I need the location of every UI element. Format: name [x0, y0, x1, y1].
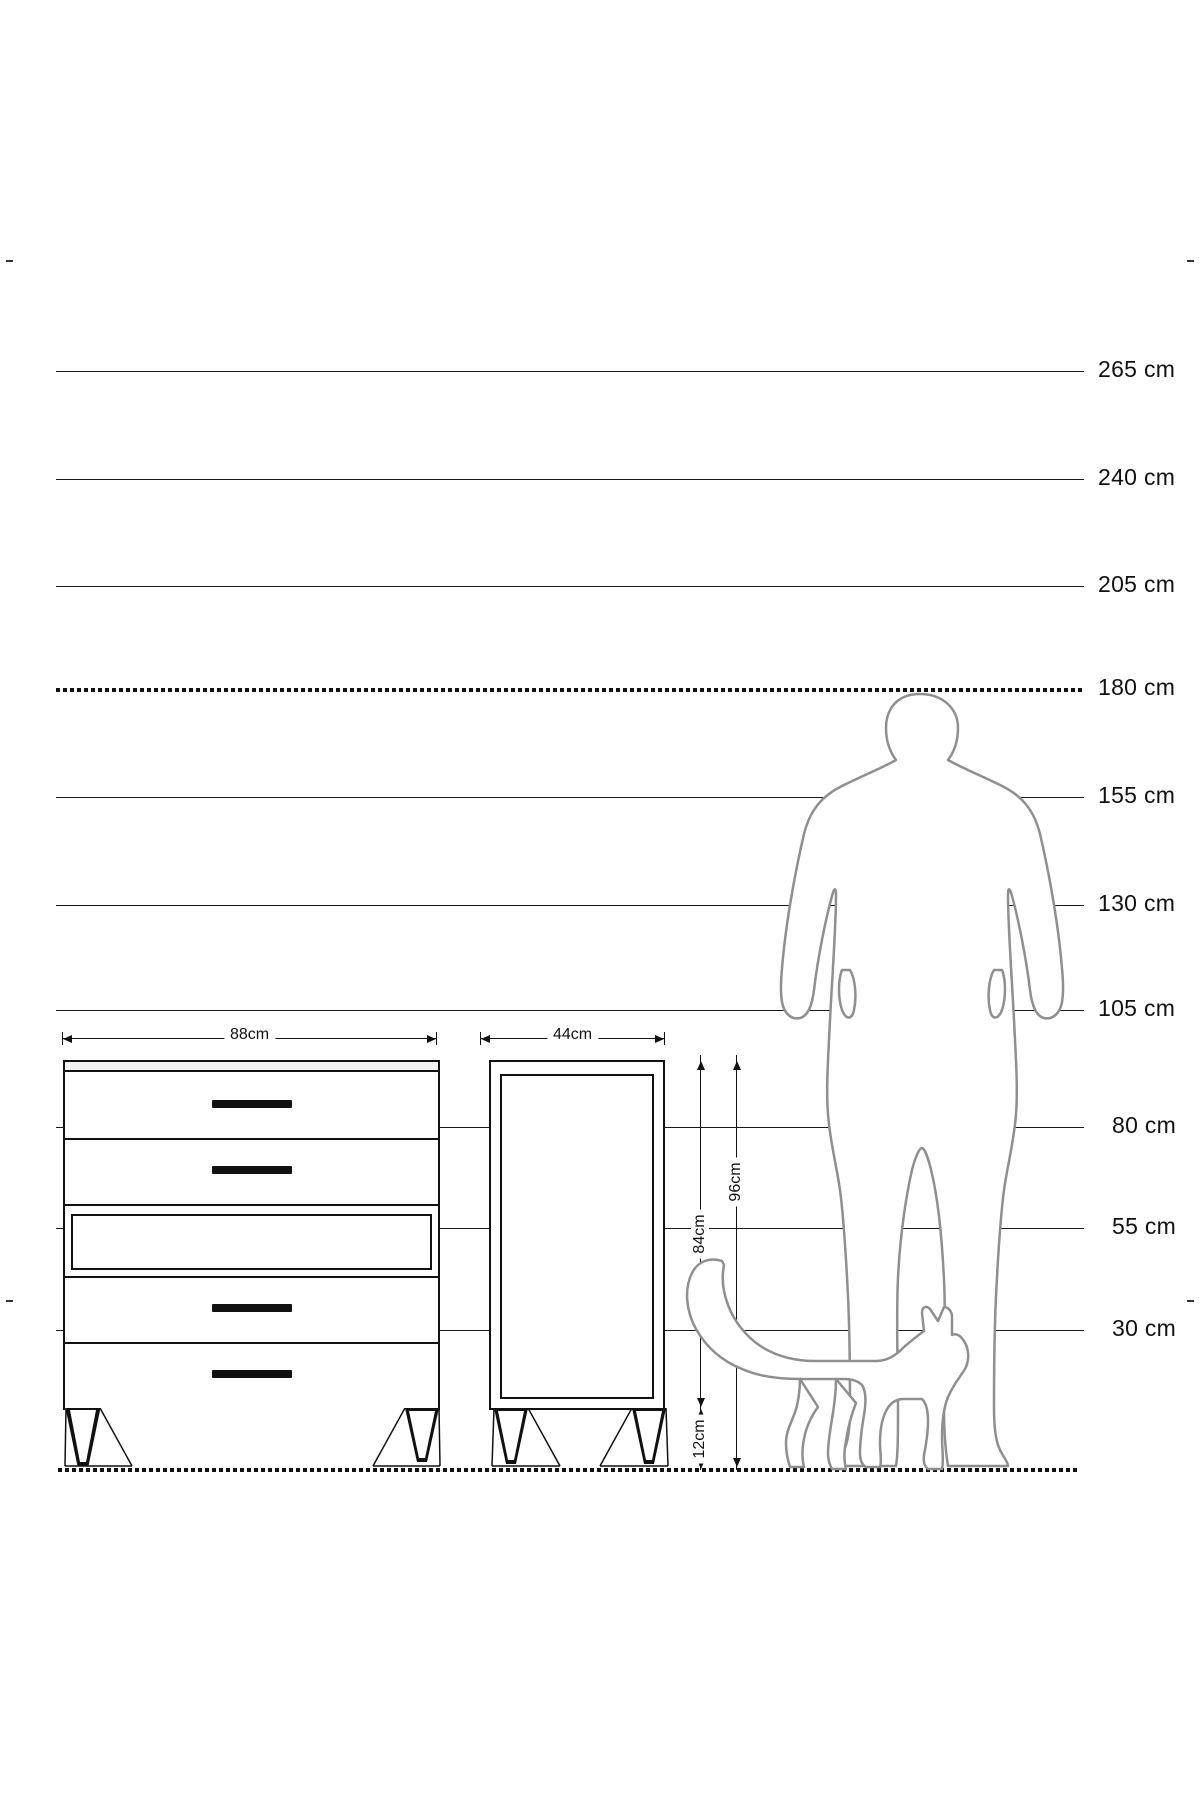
dimension-arrow-left-icon	[63, 1035, 72, 1043]
width-dimension-cabinet	[480, 1026, 665, 1044]
dimension-cap-right	[436, 1032, 437, 1045]
drawer-handle-3[interactable]	[212, 1304, 292, 1312]
corner-tick-bottom-left	[6, 1300, 13, 1302]
scale-label-205: 205 cm	[1098, 571, 1176, 597]
width-dimension-label-dresser: 88cm	[224, 1026, 275, 1044]
dimension-cap-right	[664, 1032, 665, 1045]
width-dimension-label-cabinet: 44cm	[547, 1026, 598, 1044]
cabinet-door[interactable]	[500, 1074, 654, 1399]
open-shelf	[71, 1214, 432, 1270]
scale-label-265: 265 cm	[1098, 356, 1176, 382]
dimension-arrow-right-icon	[655, 1035, 664, 1043]
cat-silhouette	[676, 1255, 976, 1480]
height-dimension-label-12: 12cm	[691, 1414, 709, 1463]
dimension-arrow-top-icon	[697, 1061, 705, 1070]
drawer-handle-4[interactable]	[212, 1370, 292, 1378]
chest-of-drawers[interactable]	[63, 1060, 440, 1410]
height-dimension-label-96: 96cm	[727, 1158, 745, 1207]
cabinet-legs	[486, 1408, 672, 1470]
open-shelf-section	[65, 1206, 438, 1278]
drawer-handle-2[interactable]	[212, 1166, 292, 1174]
scale-label-180: 180 cm	[1098, 674, 1176, 700]
drawer-1[interactable]	[65, 1072, 438, 1140]
corner-tick-top-left	[6, 260, 13, 262]
drawer-4[interactable]	[65, 1344, 438, 1410]
height-dimension-label-84: 84cm	[691, 1209, 709, 1258]
dresser-legs	[60, 1408, 445, 1470]
scale-label-155: 155 cm	[1098, 782, 1176, 808]
scale-label-80: 80 cm	[1112, 1112, 1177, 1138]
scale-label-55: 55 cm	[1112, 1213, 1177, 1239]
dimension-arrow-top-icon	[733, 1061, 741, 1070]
drawer-handle-1[interactable]	[212, 1100, 292, 1108]
scale-label-105: 105 cm	[1098, 995, 1176, 1021]
scale-line-265	[56, 371, 1084, 372]
scale-label-240: 240 cm	[1098, 464, 1176, 490]
drawer-2[interactable]	[65, 1140, 438, 1206]
scale-label-30: 30 cm	[1112, 1315, 1177, 1341]
dimension-arrow-left-icon	[481, 1035, 490, 1043]
tall-cabinet[interactable]	[489, 1060, 665, 1410]
dresser-top-panel	[65, 1062, 438, 1072]
dimension-arrow-right-icon	[427, 1035, 436, 1043]
corner-tick-bottom-right	[1187, 1300, 1194, 1302]
drawer-3[interactable]	[65, 1278, 438, 1344]
scale-line-240	[56, 479, 1084, 480]
width-dimension-dresser	[62, 1026, 437, 1044]
scale-line-205	[56, 586, 1084, 587]
scale-label-130: 130 cm	[1098, 890, 1176, 916]
corner-tick-top-right	[1187, 260, 1194, 262]
